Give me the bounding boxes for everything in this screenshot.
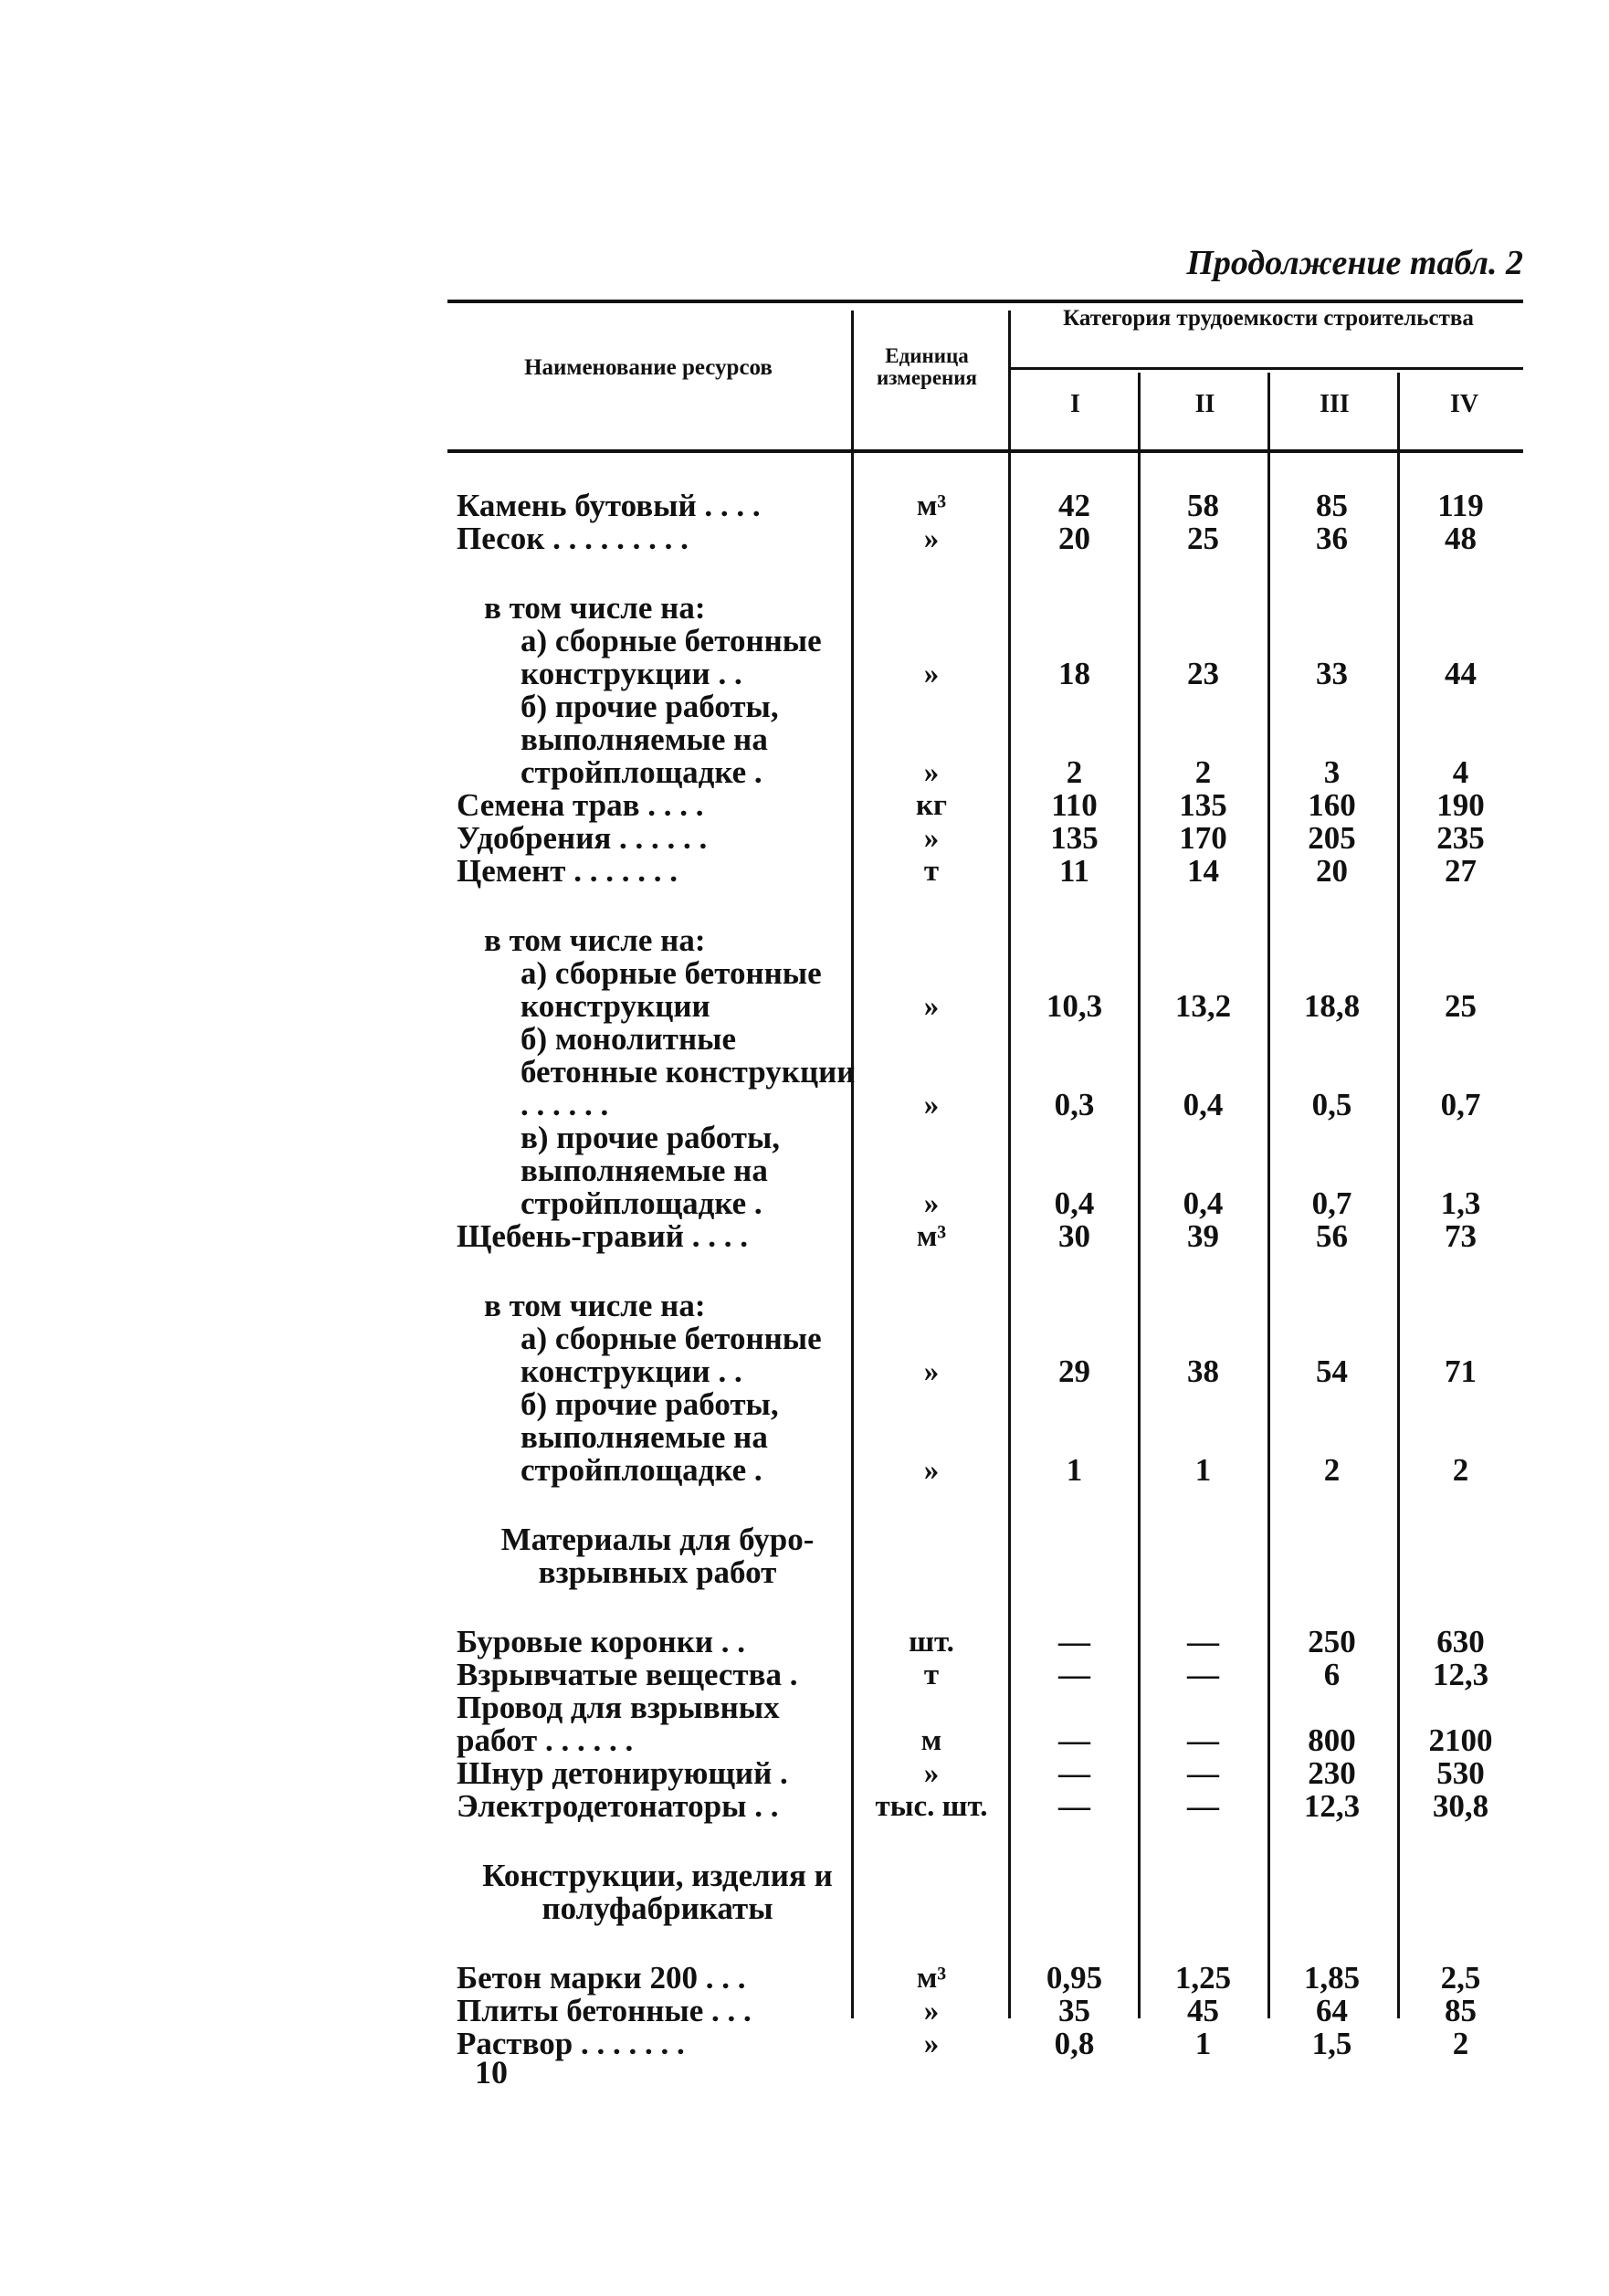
value-cell-i: 35	[1058, 1993, 1090, 2028]
resource-name: Буровые коронки . .	[457, 1624, 746, 1659]
value-cell-iv: 235	[1436, 820, 1485, 856]
unit-cell: »	[923, 1187, 940, 1220]
unit-cell: »	[923, 1089, 940, 1122]
value-cell-ii: —	[1187, 1788, 1219, 1824]
value-cell-iii: 250	[1308, 1624, 1356, 1659]
unit-cell: м³	[916, 490, 947, 522]
header-category: Категория трудоемкости строительства	[1063, 306, 1474, 331]
unit-cell: т	[923, 855, 940, 888]
value-cell-iii: 36	[1316, 521, 1348, 556]
table-row	[0, 1962, 1609, 1995]
value-cell-i: —	[1058, 1722, 1090, 1758]
unit-cell: м	[920, 1724, 942, 1757]
value-cell-ii: 0,4	[1183, 1087, 1224, 1122]
table-row	[0, 855, 1609, 888]
resource-name: а) сборные бетонные конструкции . .	[521, 623, 822, 691]
table-row	[0, 1659, 1609, 1691]
resource-name: а) сборные бетонные конструкции	[521, 955, 822, 1024]
header-resource-name: Наименование ресурсов	[524, 355, 773, 380]
table-row	[0, 490, 1609, 522]
value-cell-i: 20	[1058, 521, 1090, 556]
value-cell-i: 110	[1051, 787, 1098, 823]
value-cell-ii: —	[1187, 1657, 1219, 1692]
table-row	[0, 957, 1609, 1023]
unit-cell: тыс. шт.	[875, 1790, 988, 1823]
value-cell-iii: 0,7	[1311, 1185, 1352, 1221]
unit-cell: шт.	[909, 1626, 954, 1659]
resource-name: Провод для взрывных работ . . . . . .	[457, 1690, 780, 1758]
resource-name: Цемент . . . . . . .	[457, 853, 678, 889]
resource-name: а) сборные бетонные конструкции . .	[521, 1321, 822, 1389]
header-unit: Единица измерения	[877, 344, 977, 390]
value-cell-iii: 0,5	[1311, 1087, 1352, 1122]
resource-name: б) прочие работы, выполняемые на стройплощадке .	[521, 1386, 779, 1488]
value-cell-iv: 1,3	[1440, 1185, 1481, 1221]
resource-name: Камень бутовый . . . .	[457, 488, 761, 523]
value-cell-iii: 85	[1316, 488, 1348, 523]
unit-cell: »	[923, 1995, 940, 2027]
value-cell-ii: 13,2	[1174, 988, 1232, 1024]
resource-name: Удобрения . . . . . .	[457, 820, 708, 856]
value-cell-iv: 2	[1452, 2026, 1469, 2061]
value-cell-iv: 27	[1445, 853, 1477, 889]
resource-name: в том числе на:	[484, 590, 706, 626]
table-row	[0, 2027, 1609, 2060]
value-cell-iii: 2	[1323, 1452, 1341, 1488]
value-cell-ii: 25	[1187, 521, 1219, 556]
value-cell-iii: 160	[1308, 787, 1356, 823]
value-cell-ii: 1	[1194, 1452, 1212, 1488]
value-cell-ii: 23	[1187, 656, 1219, 691]
section-heading: Материалы для буро-взрывных работ	[500, 1522, 815, 1590]
value-cell-iii: 20	[1316, 853, 1348, 889]
unit-cell: »	[923, 1355, 940, 1388]
value-cell-ii: 0,4	[1183, 1185, 1224, 1221]
value-cell-iv: 2100	[1428, 1722, 1493, 1758]
value-cell-ii: 1	[1194, 2026, 1212, 2061]
value-cell-iv: 85	[1445, 1993, 1477, 2028]
table-row	[0, 1388, 1609, 1487]
header-column-ii: II	[1194, 390, 1215, 418]
value-cell-iii: 800	[1308, 1722, 1356, 1758]
value-cell-iv: 190	[1436, 787, 1485, 823]
value-cell-ii: 1,25	[1174, 1960, 1232, 1996]
value-cell-iii: 6	[1323, 1657, 1341, 1692]
unit-cell: »	[923, 658, 940, 690]
value-cell-i: 29	[1058, 1353, 1090, 1389]
value-cell-iii: 1,5	[1311, 2026, 1352, 2061]
table-body	[0, 490, 1609, 2060]
unit-cell: »	[923, 522, 940, 555]
table-row	[0, 1626, 1609, 1659]
value-cell-iv: 630	[1436, 1624, 1485, 1659]
table-top-rule	[447, 300, 1523, 303]
value-cell-iii: 56	[1316, 1218, 1348, 1254]
value-cell-iii: 54	[1316, 1353, 1348, 1389]
value-cell-i: —	[1058, 1755, 1090, 1791]
value-cell-i: —	[1058, 1788, 1090, 1824]
table-row	[0, 924, 1609, 957]
table-row	[0, 1290, 1609, 1322]
header-bottom-rule	[447, 449, 1523, 453]
value-cell-iv: 12,3	[1432, 1657, 1489, 1692]
resource-name: в) прочие работы, выполняемые на стройплощадке .	[521, 1120, 781, 1221]
value-cell-iv: 25	[1445, 988, 1477, 1024]
value-cell-i: 135	[1050, 820, 1099, 856]
page-number: 10	[475, 2054, 508, 2091]
value-cell-i: 42	[1058, 488, 1090, 523]
value-cell-ii: —	[1187, 1755, 1219, 1791]
table-row	[0, 822, 1609, 855]
value-cell-i: 2	[1066, 754, 1083, 790]
value-cell-iii: 230	[1308, 1755, 1356, 1791]
value-cell-iv: 0,7	[1440, 1087, 1481, 1122]
table-row	[0, 1691, 1609, 1757]
table-row	[0, 1757, 1609, 1790]
resource-name: Щебень-гравий . . . .	[457, 1218, 748, 1254]
resource-name: б) прочие работы, выполняемые на стройплощадке .	[521, 689, 779, 790]
value-cell-iv: 44	[1445, 656, 1477, 691]
value-cell-i: 1	[1066, 1452, 1083, 1488]
table-row	[0, 690, 1609, 789]
header-column-iv: IV	[1449, 390, 1479, 418]
value-cell-ii: —	[1187, 1624, 1219, 1659]
value-cell-iii: 64	[1316, 1993, 1348, 2028]
value-cell-iv: 119	[1437, 488, 1484, 523]
header-column-i: I	[1070, 390, 1080, 418]
resource-name: Раствор . . . . . . .	[457, 2026, 685, 2061]
resource-name: в том числе на:	[484, 922, 706, 958]
value-cell-ii: 39	[1187, 1218, 1219, 1254]
table-row	[0, 789, 1609, 822]
value-cell-i: 10,3	[1046, 988, 1103, 1024]
value-cell-iii: 205	[1308, 820, 1356, 856]
resource-name: в том числе на:	[484, 1288, 706, 1323]
value-cell-i: —	[1058, 1657, 1090, 1692]
resource-name: Песок . . . . . . . . .	[457, 521, 689, 556]
value-cell-iv: 71	[1445, 1353, 1477, 1389]
value-cell-i: 0,8	[1054, 2026, 1095, 2061]
value-cell-i: 11	[1058, 853, 1090, 889]
value-cell-ii: 45	[1187, 1993, 1219, 2028]
value-cell-i: 30	[1058, 1218, 1090, 1254]
table-row	[0, 1790, 1609, 1823]
resource-name: б) монолитные бетонные конструкции . . . . . .	[521, 1021, 856, 1122]
value-cell-ii: 58	[1187, 488, 1219, 523]
unit-cell: »	[923, 990, 940, 1023]
value-cell-iv: 48	[1445, 521, 1477, 556]
unit-cell: м³	[916, 1962, 947, 1995]
value-cell-i: 0,4	[1054, 1185, 1095, 1221]
table-caption: Продолжение табл. 2	[1186, 244, 1523, 282]
value-cell-iv: 73	[1445, 1218, 1477, 1254]
unit-cell: кг	[916, 789, 947, 822]
unit-cell: »	[923, 1757, 940, 1790]
value-cell-i: 18	[1058, 656, 1090, 691]
value-cell-iv: 4	[1452, 754, 1469, 790]
resource-name: Плиты бетонные . . .	[457, 1993, 752, 2028]
resource-name: Семена трав . . . .	[457, 787, 704, 823]
header-column-iii: III	[1320, 390, 1350, 418]
table-row	[0, 1023, 1609, 1122]
value-cell-ii: —	[1187, 1722, 1219, 1758]
unit-cell: »	[923, 756, 940, 789]
value-cell-iii: 1,85	[1303, 1960, 1361, 1996]
value-cell-ii: 170	[1179, 820, 1227, 856]
table-row	[0, 592, 1609, 625]
value-cell-iv: 2	[1452, 1452, 1469, 1488]
unit-cell: м³	[916, 1220, 947, 1253]
value-cell-ii: 38	[1187, 1353, 1219, 1389]
value-cell-iv: 530	[1436, 1755, 1485, 1791]
table-row	[0, 625, 1609, 690]
value-cell-iii: 3	[1323, 754, 1341, 790]
unit-cell: »	[923, 822, 940, 855]
table-row	[0, 1995, 1609, 2027]
resource-name: Электродетонаторы . .	[457, 1788, 779, 1824]
resource-name: Бетон марки 200 . . .	[457, 1960, 746, 1996]
value-cell-i: —	[1058, 1624, 1090, 1659]
value-cell-iii: 12,3	[1303, 1788, 1361, 1824]
value-cell-i: 0,95	[1046, 1960, 1103, 1996]
unit-cell: »	[923, 1454, 940, 1487]
value-cell-ii: 135	[1179, 787, 1227, 823]
table-row	[0, 1322, 1609, 1388]
value-cell-iii: 33	[1316, 656, 1348, 691]
value-cell-iv: 2,5	[1440, 1960, 1481, 1996]
resource-name: Шнур детонирующий .	[457, 1755, 788, 1791]
resource-name: Взрывчатые вещества .	[457, 1657, 798, 1692]
value-cell-iv: 30,8	[1432, 1788, 1489, 1824]
table-row	[0, 1220, 1609, 1253]
value-cell-i: 0,3	[1054, 1087, 1095, 1122]
unit-cell: т	[923, 1659, 940, 1691]
table-row	[0, 522, 1609, 555]
section-heading: Конструкции, изделия и полуфабрикаты	[482, 1858, 833, 1926]
section-heading-row	[0, 1523, 1609, 1589]
table-row	[0, 1122, 1609, 1220]
value-cell-iii: 18,8	[1303, 988, 1361, 1024]
category-divider-rule	[1011, 367, 1523, 370]
section-heading-row	[0, 1859, 1609, 1925]
value-cell-ii: 2	[1194, 754, 1212, 790]
unit-cell: »	[923, 2027, 940, 2060]
value-cell-ii: 14	[1187, 853, 1219, 889]
